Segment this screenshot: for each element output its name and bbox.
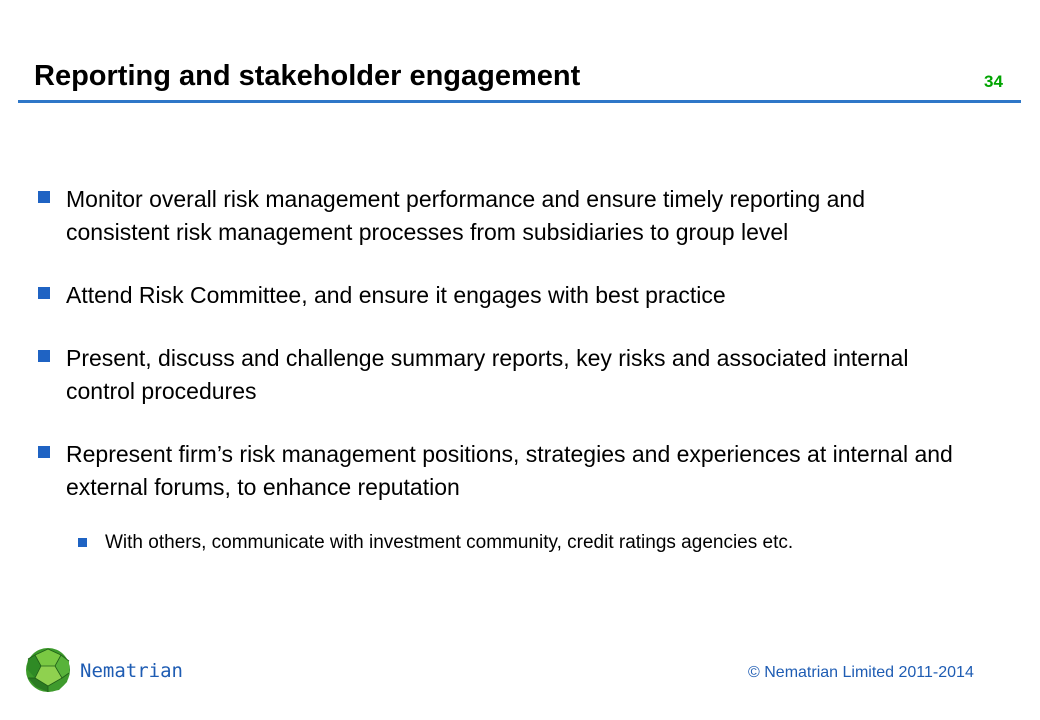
bullet-text: Attend Risk Committee, and ensure it engages with best practice <box>66 282 726 308</box>
sub-bullet-item <box>78 530 793 556</box>
sub-bullet-text: With others, communicate with investment community, credit ratings agencies etc. <box>105 532 794 553</box>
bullet-square-icon <box>38 287 50 299</box>
bullet-text: Represent firm’s risk management positions, strategies and experiences at internal and external forums, to enhance reputation <box>66 441 953 500</box>
bullet-text: Monitor overall risk management performance and ensure timely reporting and consistent risk management processes from subsidiaries to group level <box>66 186 866 245</box>
bullet-text: Present, discuss and challenge summary reports, key risks and associated internal control procedures <box>66 345 909 404</box>
bullet-item <box>38 438 966 504</box>
bullet-item <box>38 279 966 312</box>
bullet-square-icon <box>38 446 50 458</box>
copyright-notice: © Nematrian Limited 2011-2014 <box>748 664 974 681</box>
sub-bullet-square-icon <box>78 538 87 547</box>
brand-name: Nematrian <box>80 660 183 682</box>
bullet-item <box>38 183 966 249</box>
slide-number: 34 <box>984 72 1003 91</box>
bullet-square-icon <box>38 191 50 203</box>
green-polyhedron-icon <box>24 646 72 694</box>
title-divider <box>18 100 1021 103</box>
bullet-square-icon <box>38 350 50 362</box>
slide-title: Reporting and stakeholder engagement <box>34 60 581 92</box>
bullet-item <box>38 342 966 408</box>
